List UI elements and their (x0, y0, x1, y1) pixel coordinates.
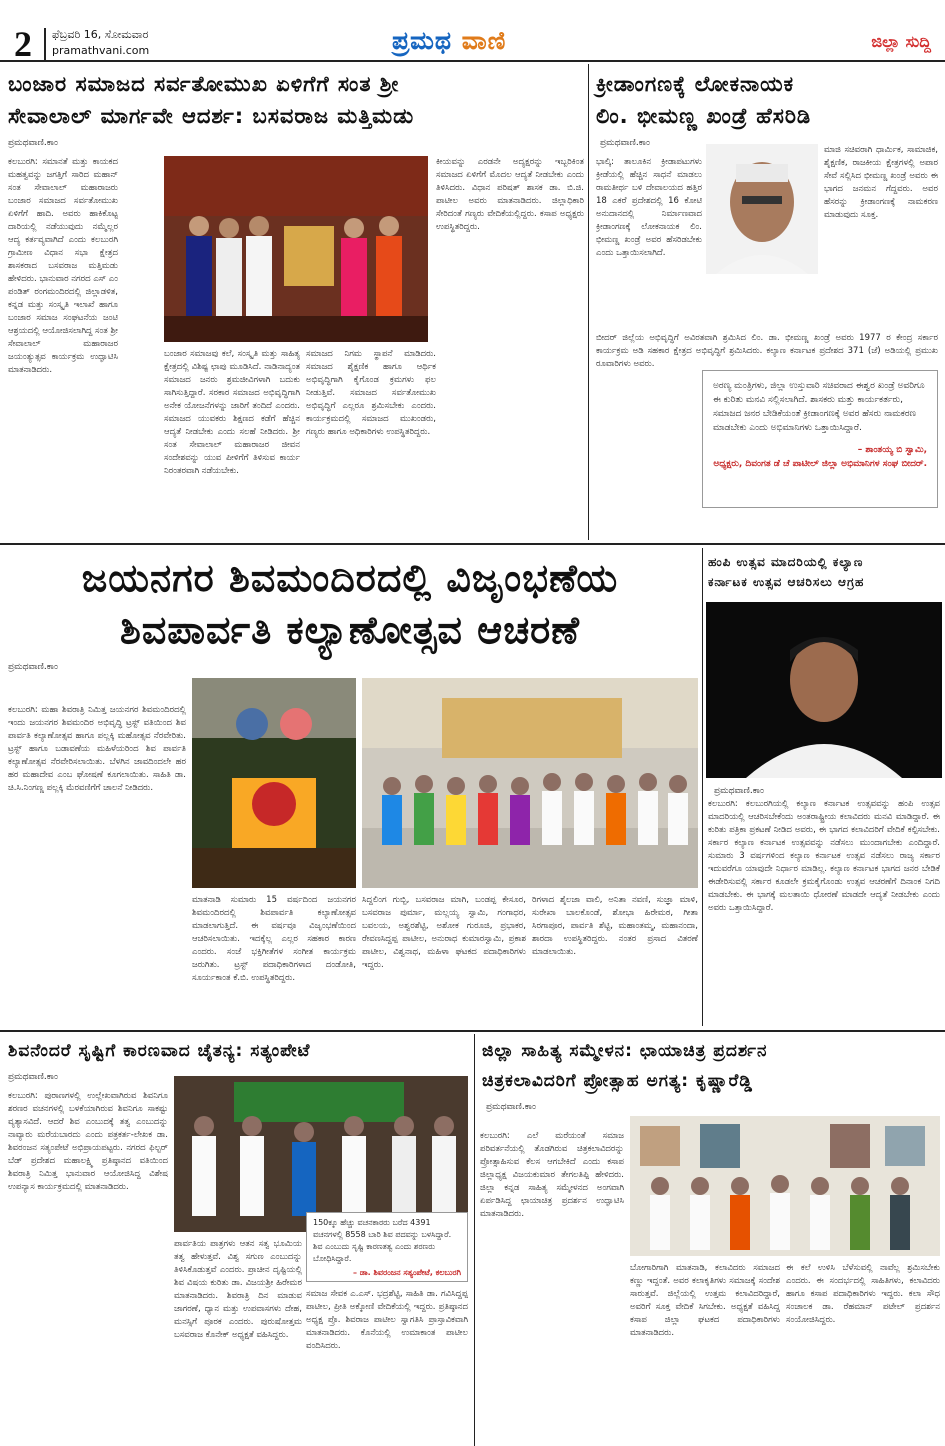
byline: ಪ್ರಮಥವಾಣಿ.ಕಾಂ (486, 1102, 536, 1112)
article-text-column: ಭಾಲ್ಕಿ: ತಾಲೂಕಿನ ಕ್ರೀಡಾಪಟುಗಳು ಕ್ರೀಡೆಯಲ್ಲಿ ಹೆಚ್ಚಿನ ಸಾಧನೆ ಮಾಡಲು ರಾಮತೀರ್ಥ ಬಳಿ ದೇವಾಲಯದ ಹತ್ತಿರ 18 ಎಕರೆ ಪ್ರದೇಶದಲ್ಲಿ 16 ಕೋಟಿ ಅನುದಾನದಲ್ಲಿ ನಿರ್ಮಾಣವಾದ ಕ್ರೀಡಾಂಗಣಕ್ಕೆ ಲೋಕನಾಯಕ ಲಿಂ. ಭೀಮಣ್ಣ ಖಂಡ್ರೆ ಅವರ ಹೆಸರಿಡಬೇಕು ಎಂದು ಒತ್ತಾಯಿಸಲಾಗಿದೆ. (596, 157, 702, 258)
article-text-column: ಬೋಗಾರಿಗಾಗಿ ಮಾತನಾಡಿ, ಕಲಾವಿದರು ಸಮಾಜದ ಕಣ್ಣು ಇದ್ದಂತೆ. ಅವರ ಕಲಾಕೃತಿಗಳು ಸಮಾಜಕ್ಕೆ ಸಂದೇಶ ಸಾರುತ್ತವೆ. ಜಿಲ್ಲೆಯಲ್ಲಿ ಉತ್ತಮ ಕಲಾವಿದರಿದ್ದಾರೆ, ಅವರಿಗೆ ಸೂಕ್ತ ವೇದಿಕೆ ಸಿಗಬೇಕು. ಅಧ್ಯಕ್ಷತೆ ವಹಿಸಿದ್ದ ಕಸಾಪ ಜಿಲ್ಲಾ ಘಟಕದ ಪದಾಧಿಕಾರಿಗಳು ಮಾತನಾಡಿದರು. (630, 1263, 780, 1338)
quote-signature (713, 443, 927, 471)
quote-text: ಅರಣ್ಯ ಮಂತ್ರಿಗಳು, ಜಿಲ್ಲಾ ಉಸ್ತುವಾರಿ ಸಚಿವರಾದ ಈಶ್ವರ ಖಂಡ್ರೆ ಅವರಿಗೂ ಈ ಕುರಿತು ಮನವಿ ಸಲ್ಲಿಸಲಾಗಿದೆ. ಶಾಸಕರು ಮತ್ತು ಕಾರ್ಯಕರ್ತರು, ಸಮಾಜದ ಜನರ ಬೇಡಿಕೆಯಂತೆ ಕ್ರೀಡಾಂಗಣಕ್ಕೆ ಅವರ ಹೆಸರು ನಾಮಕರಣ ಮಾಡಬೇಕು ಎಂದು ಅಭಿಮಾನಿಗಳು ಒತ್ತಾಯಿಸಿದ್ದಾರೆ. (713, 381, 925, 433)
section-divider (0, 1030, 945, 1032)
byline: ಪ್ರಮಥವಾಣಿ.ಕಾಂ (714, 786, 764, 796)
headline-line: ಸೇವಾಲಾಲ್ ಮಾರ್ಗವೇ ಆದರ್ಶ: ಬಸವರಾಜ ಮತ್ತಿಮಡು (8, 104, 415, 128)
quote-text: 150ಕ್ಕೂ ಹೆಚ್ಚು ವಚನಕಾರರು ಬರೆದ 4391 ವಚನಗಳಲ್ಲಿ 8558 ಬಾರಿ ಶಿವ ಪದವನ್ನು ಬಳಸಿದ್ದಾರೆ. ಶಿವ ಎಂಬುದು ಸೃಷ್ಟಿ ಕಾರಣತತ್ವ ಎಂದು ಶರಣರು ಬೋಧಿಸಿದ್ದಾರೆ. (313, 1218, 452, 1263)
headline-line: ಹಂಪಿ ಉತ್ಸವ ಮಾದರಿಯಲ್ಲಿ ಕಲ್ಯಾಣ (708, 555, 864, 569)
website-link[interactable]: pramathvani.com (52, 44, 150, 57)
article-text-column: ಕಲಬುರಗಿ: ಪುರಾಣಗಳಲ್ಲಿ ಉಲ್ಲೇಖವಾಗಿರುವ ಶಿವನಿಗೂ ಶರಣರ ವಚನಗಳಲ್ಲಿ ಬಳಕೆಯಾಗಿರುವ ಶಿವನಿಗೂ ಸಾಕಷ್ಟು ವ್ಯತ್ಯಾಸವಿದೆ. ಆದರೆ ಶಿವ ಎಂಬುದಕ್ಕೆ ತತ್ವ ಎಂಬುದನ್ನು ನಾವ್ಯಾರು ಮರೆಯಬಾರದು ಎಂದು ಪತ್ರಕರ್ತ-ಲೇಖಕ ಡಾ. ಶಿವರಂಜನ ಸತ್ಯಂಪೇಟೆ ಅಭಿಪ್ರಾಯಪಟ್ಟರು. ನಗರದ ಫಿಲ್ಟರ್ ಬೆಡ್ ಪ್ರದೇಶದ ಮಹಾಲಕ್ಷ್ಮಿ ಪ್ರತಿಷ್ಠಾನದ ವತಿಯಿಂದ ಶಿವರಾತ್ರಿ ನಿಮಿತ್ತ ಭಾನುವಾರ ಆಯೋಜಿಸಿದ್ದ ವಿಶೇಷ ಉಪನ್ಯಾಸ ಕಾರ್ಯಕ್ರಮದಲ್ಲಿ ಮಾತನಾಡಿದರು. (8, 1091, 168, 1192)
article-kalyana-utsava-headline (706, 548, 942, 592)
lecture-photo-graphic (174, 1076, 468, 1232)
article-photo-exhibition (478, 1034, 942, 1446)
column-divider (474, 1034, 475, 1446)
quote-signature-name: – ಶಾಂತಯ್ಯ ಬಿ ಸ್ವಾಮಿ, (857, 445, 927, 455)
article-shiva-chaitanya-headline: ಶಿವನೆಂದರೆ ಸೃಷ್ಟಿಗೆ ಕಾರಣವಾದ ಚೈತನ್ಯ: ಸತ್ಯಂಪೇಟೆ (8, 1041, 311, 1061)
headline-line: ಚಿತ್ರಕಲಾವಿದರಿಗೆ ಪ್ರೋತ್ಸಾಹ ಅಗತ್ಯ: ಕೃಷ್ಣಾರೆಡ್ಡಿ (482, 1071, 753, 1091)
lecture-photo (174, 1076, 468, 1232)
byline: ಪ್ರಮಥವಾಣಿ.ಕಾಂ (8, 1072, 58, 1082)
article-banjara (0, 64, 586, 540)
article-text-column: ಸಮಾಜ ಸೇವಕ ಎ.ಎಸ್. ಭದ್ರಶೆಟ್ಟಿ, ಸಾಹಿತಿ ಡಾ. ಗವಿಸಿದ್ದಪ್ಪ ಪಾಟೀಲ, ಪ್ರೀತಿ ಅಕ್ಕೋಣಿ ವೇದಿಕೆಯಲ್ಲಿ ಇದ್ದರು. ಪ್ರತಿಷ್ಠಾನದ ಅಧ್ಯಕ್ಷ ಪ್ರೊ. ಶಿವರಾಜ ಪಾಟೀಲ ಸ್ವಾಗತಿಸಿ ಪ್ರಾಸ್ತಾವಿಕವಾಗಿ ಮಾತನಾಡಿದರು. ಕೊನೆಯಲ್ಲಿ ಉಮಾಕಾಂತ ಪಾಟೀಲ ವಂದಿಸಿದರು. (306, 1289, 468, 1351)
headline-line: ಕ್ರೀಡಾಂಗಣಕ್ಕೆ ಲೋಕನಾಯಕ (596, 72, 795, 96)
issue-date: ಫೆಬ್ರವರಿ 16, ಸೋಮವಾರ (52, 28, 149, 41)
article-text-column: ಕಲಬುರಗಿ: ಕಲಬುರಗಿಯಲ್ಲಿ ಕಲ್ಯಾಣ ಕರ್ನಾಟಕ ಉತ್ಸವವನ್ನು ಹಂಪಿ ಉತ್ಸವ ಮಾದರಿಯಲ್ಲಿ ಆಚರಿಸಬೇಕೆಂದು ಅಂತರಾಷ್ಟ್ರೀಯ ಕಲಾವಿದರು ಮನವಿ ಮಾಡಿದ್ದಾರೆ. ಈ ಕುರಿತು ಪತ್ರಿಕಾ ಪ್ರಕಟಣೆ ನೀಡಿದ ಅವರು, ಈ ಭಾಗದ ಕಲಾವಿದರಿಗೆ ವೇದಿಕೆ ಕಲ್ಪಿಸಬೇಕು. ಸರ್ಕಾರ ಕಲ್ಯಾಣ ಕರ್ನಾಟಕ ಉತ್ಸವವನ್ನು ನಡೆಸಲು ಮುಂದಾಗಬೇಕು ಎಂದಿದ್ದಾರೆ. ಸುಮಾರು 3 ವರ್ಷಗಳಿಂದ ಕಲ್ಯಾಣ ಕರ್ನಾಟಕ ಉತ್ಸವ ನಡೆಸಲು ರಾಜ್ಯ ಸರ್ಕಾರ ಇದುವರೆಗೂ ಯಾವುದೇ ನಿರ್ಧಾರ ಮಾಡಿಲ್ಲ. ಕಲ್ಯಾಣ ಕರ್ನಾಟಕ ಭಾಗದ ಜನರ ಬೇಡಿಕೆ ಈಡೇರಿಸುವಲ್ಲಿ ಸರ್ಕಾರ ಕೂಡಲೇ ಕ್ರಮಕೈಗೊಂಡು ಉತ್ಸವ ಆಚರಣೆಗೆ ದಿನಾಂಕ ನಿಗದಿ ಮಾಡಬೇಕು. ಈ ಭಾಗಕ್ಕೆ ಮಲತಾಯಿ ಧೋರಣೆ ಮಾಡದೇ ಆದ್ಯತೆ ನೀಡಬೇಕು ಎಂದು ಅವರು ಒತ್ತಾಯಿಸಿದ್ದಾರೆ. (708, 799, 940, 913)
page-number: 2 (14, 24, 32, 64)
article-text-column: ಸಿದ್ದಲಿಂಗ ಗುಬ್ಬಿ, ಬಸವರಾಜ ಮಾಗಿ, ಬಂಡಪ್ಪ ಕೇಸೂರ, ಬಸವರಾಜ ಪುರ್ಮಾ, ಮಲ್ಲಯ್ಯ ಸ್ವಾಮಿ, ಗಂಗಾಧರ, ಬವಲಯ, ಅಶ್ವರಶೆಟ್ಟಿ, ಅಶೋಕ ಗುರೂಜಿ, ಪ್ರಭಾಕರ, ರೇವಣಸಿದ್ದಪ್ಪ ಪಾಟೀಲ, ಅನುರಾಧ ಕುಮಾರಸ್ವಾಮಿ, ಪ್ರಕಾಶ ಪಾಟೀಲ, ವಿಶ್ವನಾಥ, ಮಹಿಳಾ ಘಟಕದ ಪದಾಧಿಕಾರಿಗಳು ಇದ್ದರು. (362, 895, 526, 970)
article-stadium-headline (592, 64, 942, 132)
quote-signature-role: ಅಧ್ಯಕ್ಷರು, ದಿವಂಗತ ಡೆ ಚೆ ಪಾಟೀಲ್ ಜಿಲ್ಲಾ ಅಭಿಮಾನಿಗಳ ಸಂಘ ಬೀದರ್. (713, 459, 927, 469)
headline-line: ಕರ್ನಾಟಕ ಉತ್ಸವ ಆಚರಿಸಲು ಆಗ್ರಹ (708, 575, 865, 589)
masthead (0, 0, 945, 62)
deity-photo-graphic (192, 678, 356, 888)
portrait-graphic (706, 602, 942, 778)
portrait-photo (706, 144, 818, 274)
group-photo (362, 678, 698, 888)
article-text-column: ಕಲಬುರಗಿ: ಮಹಾ ಶಿವರಾತ್ರಿ ನಿಮಿತ್ತ ಜಯನಗರ ಶಿವಮಂದಿರದಲ್ಲಿ ಇಂದು ಜಯನಗರ ಶಿವಮಂದಿರ ಅಭಿವೃದ್ಧಿ ಟ್ರಸ್ಟ್ ವತಿಯಿಂದ ಶಿವ ಪಾರ್ವತಿ ಕಲ್ಯಾಣೋತ್ಸವ ಹಾಗೂ ಪಲ್ಲಕ್ಕಿ ಮಹೋತ್ಸವ ನೆರವೇರಿತು. ಟ್ರಸ್ಟ್ ಹಾಗೂ ಬಡಾವಣೆಯ ಮಹಿಳೆಯರಿಂದ ಶಿವ ಪಾರ್ವತಿ ಕಲ್ಯಾಣೋತ್ಸವ ನೆರವೇರಿಸಲಾಯಿತು. ಬೆಳಗಿನ ಜಾವದಿಂದಲೇ ಹರ ಹರ ಮಹಾದೇವ ಎಂಬ ಘೋಷಣೆ ಕೂಗಲಾಯಿತು. ಸಾಹಿತಿ ಡಾ. ಚಿ.ಸಿ.ನಿಂಗಣ್ಣ ಪಲ್ಲಕ್ಕಿ ಮೆರವಣಿಗೆಗೆ ಚಾಲನೆ ನೀಡಿದರು. (8, 705, 186, 793)
brand-part1: ಪ್ರಮಥ (392, 26, 453, 55)
headline-line: ಶಿವಪಾರ್ವತಿ ಕಲ್ಯಾಣೋತ್ಸವ ಆಚರಣೆ (120, 608, 580, 652)
group-photo-graphic (362, 678, 698, 888)
article-shivamandira-headline (0, 548, 700, 656)
byline: ಪ್ರಮಥವಾಣಿ.ಕಾಂ (8, 662, 58, 672)
column-divider (588, 64, 589, 540)
article-text-column: ಸಮಾಜದ ನಿಗಮ ಸ್ಥಾಪನೆ ಮಾಡಿದರು. ಸಮಾಜದ ಶೈಕ್ಷಣಿಕ ಹಾಗೂ ಆರ್ಥಿಕ ಅಭಿವೃದ್ಧಿಗಾಗಿ ಕೈಗೊಂಡ ಕ್ರಮಗಳು ಫಲ ನೀಡುತ್ತಿವೆ. ಸಮಾಜದ ಸರ್ವತೋಮುಖ ಅಭಿವೃದ್ಧಿಗೆ ಎಲ್ಲರೂ ಶ್ರಮಿಸಬೇಕು ಎಂದರು. ಕಾರ್ಯಕ್ರಮದಲ್ಲಿ ಸಮಾಜದ ಮುಖಂಡರು, ಗಣ್ಯರು ಹಾಗೂ ಅಧಿಕಾರಿಗಳು ಉಪಸ್ಥಿತರಿದ್ದರು. (306, 349, 436, 437)
headline-line: ಜಯನಗರ ಶಿವಮಂದಿರದಲ್ಲಿ ವಿಜೃಂಭಣೆಯ (81, 556, 619, 600)
masthead-divider (44, 28, 46, 60)
byline: ಪ್ರಮಥವಾಣಿ.ಕಾಂ (600, 138, 650, 148)
portrait-photo (706, 602, 942, 778)
exhibition-photo (630, 1116, 940, 1256)
article-text-column: ಈ ಕಲೆ ಉಳಿಸಿ ಬೆಳೆಸುವಲ್ಲಿ ನಾವೆಲ್ಲ ಶ್ರಮಿಸಬೇಕು ಎಂದರು. ಈ ಸಂದರ್ಭದಲ್ಲಿ ಸಾಹಿತಿಗಳು, ಕಲಾವಿದರು ಹಾಗೂ ಕಸಾಪ ಪದಾಧಿಕಾರಿಗಳು ಇದ್ದರು. ಕಲಾ ಸೌಧ ಸಂಚಾಲಕ ಡಾ. ರೆಹಮಾನ್ ಪಟೇಲ್ ಪ್ರದರ್ಶನ ಸಂಯೋಜಿಸಿದ್ದರು. (786, 1263, 940, 1325)
portrait-graphic (706, 144, 818, 274)
section-divider (0, 543, 945, 545)
byline: ಪ್ರಮಥವಾಣಿ.ಕಾಂ (8, 138, 58, 148)
article-text-column: ಕಲಬುರಗಿ: ಸಮಾನತೆ ಮತ್ತು ಕಾಯಕದ ಮಹತ್ವವನ್ನು ಜಗತ್ತಿಗೆ ಸಾರಿದ ಮಹಾನ್ ಸಂತ ಸೇವಾಲಾಲ್ ಮಹಾರಾಜರು ಬಂಜಾರ ಸಮಾಜದ ಸರ್ವತೋಮುಖ ಏಳಿಗೆಗೆ ಹಾದಿ. ಅವರು ಹಾಕಿಕೊಟ್ಟ ದಾರಿಯಲ್ಲಿ ನಡೆಯುವುದು ನಮ್ಮೆಲ್ಲರ ಆದ್ಯ ಕರ್ತವ್ಯವಾಗಿದೆ ಎಂದು ಕಲಬುರಗಿ ಗ್ರಾಮೀಣ ವಿಧಾನ ಸಭಾ ಕ್ಷೇತ್ರದ ಶಾಸಕರಾದ ಬಸವರಾಜ ಮತ್ತಿಮಡು ಹೇಳಿದರು. ಭಾನುವಾರ ನಗರದ ಎಸ್ ಎಂ ಪಂಡಿತ್ ರಂಗಮಂದಿರದಲ್ಲಿ ಜಿಲ್ಲಾಡಳಿತ, ಕನ್ನಡ ಮತ್ತು ಸಂಸ್ಕೃತಿ ಇಲಾಖೆ ಹಾಗೂ ಬಂಜಾರ ಸಮಾಜ ಸಂಘಟನೆಯ ಜಂಟಿ ಆಶ್ರಯದಲ್ಲಿ ಆಯೋಜಿಸಲಾಗಿದ್ದ ಸಂತ ಶ್ರೀ ಸೇವಾಲಾಲ್ ಮಹಾರಾಜರ ಜಯಂತ್ಯುತ್ಸವ ಕಾರ್ಯಕ್ರಮ ಉದ್ಘಾಟಿಸಿ ಮಾತನಾಡಿದರು. (8, 157, 118, 375)
event-photo (164, 156, 428, 342)
column-divider (702, 548, 703, 1026)
article-shivamandira (0, 548, 700, 1026)
headline-line: ಲಿಂ. ಭೀಮಣ್ಣ ಖಂಡ್ರೆ ಹೆಸರಿಡಿ (596, 104, 812, 128)
article-text-column: ಕಲಬುರಗಿ: ಎಲೆ ಮರೆಯಂತೆ ಸಮಾಜ ಪರಿವರ್ತನೆಯಲ್ಲಿ ತೊಡಗಿರುವ ಚಿತ್ರಕಲಾವಿದರನ್ನು ಪ್ರೋತ್ಸಾಹಿಸುವ ಕೆಲಸ ಆಗಬೇಕಿದೆ ಎಂದು ಕಸಾಪ ಜಿಲ್ಲಾಧ್ಯಕ್ಷ ವಿಜಯಕುಮಾರ ತೇಗಲತಿಪ್ಪಿ ಹೇಳಿದರು. ಜಿಲ್ಲಾ ಕನ್ನಡ ಸಾಹಿತ್ಯ ಸಮ್ಮೇಳನದ ಅಂಗವಾಗಿ ಏರ್ಪಡಿಸಿದ್ದ ಛಾಯಾಚಿತ್ರ ಪ್ರದರ್ಶನ ಉದ್ಘಾಟಿಸಿ ಮಾತನಾಡಿದರು. (480, 1131, 624, 1219)
event-photo-graphic (164, 156, 428, 342)
headline-line: ಬಂಜಾರ ಸಮಾಜದ ಸರ್ವತೋಮುಖ ಏಳಿಗೆಗೆ ಸಂತ ಶ್ರೀ (8, 72, 400, 96)
article-text-column: ಮಾತನಾಡಿ ಸುಮಾರು 15 ವರ್ಷದಿಂದ ಜಯನಗರ ಶಿವಮಂದಿರದಲ್ಲಿ ಶಿವಪಾರ್ವತಿ ಕಲ್ಯಾಣೋತ್ಸವ ಮಾಡಲಾಗುತ್ತಿದೆ. ಈ ವರ್ಷವೂ ವಿಜೃಂಭಣೆಯಿಂದ ಆಚರಿಸಲಾಯಿತು. ಇದಕ್ಕೆಲ್ಲ ಎಲ್ಲರ ಸಹಕಾರ ಕಾರಣ ಎಂದರು. ಸಂಜೆ ಭಕ್ತಿಗೀತೆಗಳ ಸಂಗೀತ ಕಾರ್ಯಕ್ರಮ ಜರುಗಿತು. ಟ್ರಸ್ಟ್ ಪದಾಧಿಕಾರಿಗಳಾದ ದಂಡೋತಿ, ಸೂರ್ಯಕಾಂತ ಕೆ.ಬಿ. ಉಪಸ್ಥಿತರಿದ್ದರು. (192, 895, 356, 983)
article-stadium (592, 64, 942, 540)
deity-photo (192, 678, 356, 888)
article-text-column: ರಿಗಳಾದ ಶೈಲಜಾ ವಾಲಿ, ಅನಿತಾ ನವಣಿ, ಸುಜ್ಞಾ ಮಾಳಿ, ಸುರೇಖಾ ಬಾಲಕೊಂಡೆ, ಶೋಭಾ ಹಿರೇಮಠ, ಗೀತಾ ಸಿರಗಾಪೂರ, ಪಾರ್ವತಿ ಶೆಟ್ಟಿ, ಮಹಾಂತಮ್ಮ, ಮಹಾನಂದಾ, ಶಾರದಾ ಉಪಸ್ಥಿತರಿದ್ದರು. ನಂತರ ಪ್ರಸಾದ ವಿತರಣೆ ಮಾಡಲಾಯಿತು. (532, 895, 698, 957)
article-text-column: ಮಾಜಿ ಸಚಿವರಾಗಿ ಧಾರ್ಮಿಕ, ಸಾಮಾಜಿಕ, ಶೈಕ್ಷಣಿಕ, ರಾಜಕೀಯ ಕ್ಷೇತ್ರಗಳಲ್ಲಿ ಅಪಾರ ಸೇವೆ ಸಲ್ಲಿಸಿದ ಭೀಮಣ್ಣ ಖಂಡ್ರೆ ಅವರು ಈ ಭಾಗದ ಜನಮನ ಗೆದ್ದವರು. ಅವರ ಹೆಸರನ್ನು ಕ್ರೀಡಾಂಗಣಕ್ಕೆ ನಾಮಕರಣ ಮಾಡುವುದು ಸೂಕ್ತ. (824, 145, 938, 220)
article-kalyana-utsava (706, 548, 942, 1026)
brand-part2: ವಾಣಿ (461, 26, 507, 55)
article-banjara-headline (0, 64, 586, 132)
quote-box (702, 370, 938, 508)
article-text-column: ಬಂಜಾರ ಸಮಾಜವು ಕಲೆ, ಸಂಸ್ಕೃತಿ ಮತ್ತು ಸಾಹಿತ್ಯ ಕ್ಷೇತ್ರದಲ್ಲಿ ವಿಶಿಷ್ಟ ಛಾಪು ಮೂಡಿಸಿದೆ. ನಾಡಿನಾದ್ಯಂತ ಸಮಾಜದ ಜನರು ಶ್ರಮಜೀವಿಗಳಾಗಿ ಬದುಕು ಸಾಗಿಸುತ್ತಿದ್ದಾರೆ. ಸರಕಾರ ಸಮಾಜದ ಅಭಿವೃದ್ಧಿಗಾಗಿ ಅನೇಕ ಯೋಜನೆಗಳನ್ನು ಜಾರಿಗೆ ತಂದಿದೆ ಎಂದರು. ಸಮಾಜದ ಯುವಕರು ಶಿಕ್ಷಣದ ಕಡೆಗೆ ಹೆಚ್ಚಿನ ಆದ್ಯತೆ ನೀಡಬೇಕು ಎಂದು ಸಲಹೆ ನೀಡಿದರು. ಶ್ರೀ ಸಂತ ಸೇವಾಲಾಲ್ ಮಹಾರಾಜರ ಜೀವನ ಸಂದೇಶವನ್ನು ಯುವ ಪೀಳಿಗೆಗೆ ತಿಳಿಸುವ ಕಾರ್ಯ ನಿರಂತರವಾಗಿ ನಡೆಯಬೇಕು. (164, 349, 300, 476)
article-text-column: ಬೀದರ್ ಜಿಲ್ಲೆಯ ಅಭಿವೃದ್ಧಿಗೆ ಅವಿರತವಾಗಿ ಶ್ರಮಿಸಿದ ಲಿಂ. ಡಾ. ಭೀಮಣ್ಣ ಖಂಡ್ರೆ ಅವರು 1977 ರ ಕೇಂದ್ರ ಸರ್ಕಾರ ಕಾರ್ಯಕ್ರಮ ಅಡಿ ಸಹಕಾರ ಕ್ಷೇತ್ರದ ಅಭಿವೃದ್ಧಿಗೆ ಶ್ರಮಿಸಿದರು. ಕಲ್ಯಾಣ ಕರ್ನಾಟಕ ಪ್ರದೇಶದ 371 (ಜೆ) ಅಡಿಯಲ್ಲಿ ಪ್ರಮುಖ ರೂವಾರಿಗಳು ಅವರು. (596, 333, 938, 369)
quote-box (306, 1212, 468, 1282)
headline-line: ಜಿಲ್ಲಾ ಸಾಹಿತ್ಯ ಸಮ್ಮೇಳನ: ಛಾಯಾಚಿತ್ರ ಪ್ರದರ್ಶನ (482, 1041, 768, 1061)
newspaper-logo (392, 26, 506, 56)
article-photo-exhibition-headline (478, 1034, 942, 1096)
article-text-column: ಕೀಯವನ್ನು ಎರಡನೇ ಅದ್ಯಕ್ಷರನ್ನು ಇಬ್ಬರಿಕಿಂತ ಸಮಾಜದ ಏಳಿಗೆಗೆ ಮೊದಲ ಆದ್ಯತೆ ನೀಡಬೇಕು ಎಂದು ತಿಳಿಸಿದರು. ವಿಧಾನ ಪರಿಷತ್ ಶಾಸಕ ಡಾ. ಬಿ.ಜಿ. ಪಾಟೀಲ ಅವರು ಮಾತನಾಡಿದರು. ಜಿಲ್ಲಾಧಿಕಾರಿ ಸೇರಿದಂತೆ ಗಣ್ಯರು ವೇದಿಕೆಯಲ್ಲಿದ್ದರು. ಕಸಾಪ ಅಧ್ಯಕ್ಷರು ಉಪಸ್ಥಿತರಿದ್ದರು. (436, 157, 584, 232)
article-text-column: ಪಾರ್ವತಿಯ ಪಾತ್ರಗಳು ಆತನ ಸತ್ವ ಭೂಮಿಯ ತತ್ವ ಹೇಳುತ್ತವೆ. ವಿಶ್ವ ಸಗುಣ ಎಂಬುದನ್ನು ತಿಳಿಸಿಕೊಡುತ್ತವೆ ಎಂದರು. ಪ್ರಾಚೀನ ದೃಷ್ಟಿಯಲ್ಲಿ ಶಿವ ವಿಷಯ ಕುರಿತು ಡಾ. ವಿಜಯಶ್ರೀ ಹಿರೇಮಠ ಮಾತನಾಡಿದರು. ಶಿವರಾತ್ರಿ ದಿನ ಮಾಡುವ ಜಾಗರಣೆ, ಧ್ಯಾನ ಮತ್ತು ಉಪವಾಸಗಳು ದೇಹ, ಮನಸ್ಸಿಗೆ ಪೂರಕ ಎಂದರು. ಪುರುಷೋತ್ತಮ ಬಸವರಾಜ ಕೊನೇಕ್ ಅಧ್ಯಕ್ಷತೆ ವಹಿಸಿದ್ದರು. (174, 1239, 302, 1340)
quote-signature: – ಡಾ. ಶಿವರಂಜನ ಸತ್ಯಂಪೇಟೆ, ಕಲಬುರಗಿ (352, 1268, 461, 1277)
section-tag: ಜಿಲ್ಲಾ ಸುದ್ದಿ (871, 32, 931, 51)
exhibition-photo-graphic (630, 1116, 940, 1256)
article-shiva-chaitanya (0, 1034, 472, 1446)
